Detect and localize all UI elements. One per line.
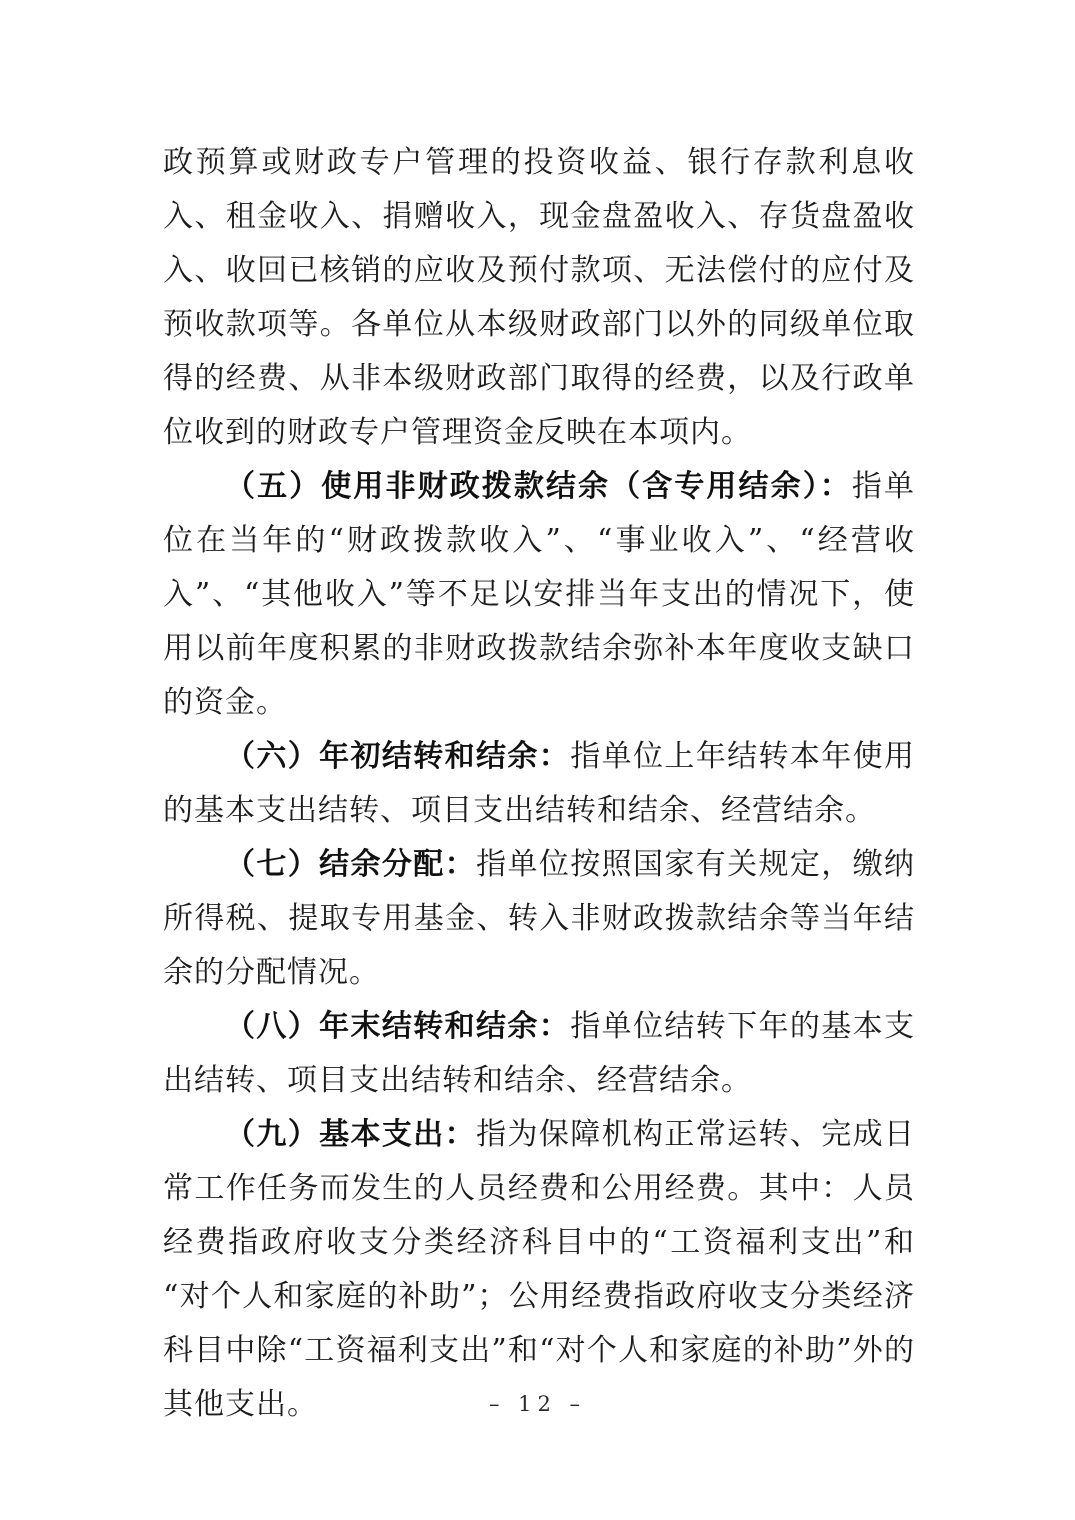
- paragraph-item-9: [163, 1108, 915, 1432]
- paragraph-lead: （七）结余分配：: [225, 847, 477, 882]
- page-footer: [0, 1392, 1075, 1416]
- paragraph-item-6: [163, 730, 915, 838]
- paragraph-lead: （九）基本支出：: [225, 1117, 477, 1152]
- paragraph-text: 指单位结转下年的基本支出结转、项目支出结转和结余、经营结余。: [163, 1009, 916, 1098]
- paragraph-text: 政预算或财政专户管理的投资收益、银行存款利息收入、租金收入、捐赠收入，现金盘盈收入、存货盘盈收入、收回已核销的应收及预付款项、无法偿付的应付及预收款项等。各单位从本级财政部门以外的同级单位取得的经费、从非本级财政部门取得的经费，以及行政单位收到的财政专户管理资金反映在本项内。: [163, 145, 915, 450]
- paragraph-text: 指单位上年结转本年使用的基本支出结转、项目支出结转和结余、经营结余。: [163, 739, 916, 828]
- paragraph-text: 指为保障机构正常运转、完成日常工作任务而发生的人员经费和公用经费。其中：人员经费指政府收支分类经济科目中的“工资福利支出”和“对个人和家庭的补助”；公用经费指政府收支分类经济科目中除“工资福利支出”和“对个人和家庭的补助”外的其他支出。: [163, 1117, 916, 1422]
- paragraph-continuation: [163, 136, 915, 460]
- paragraph-item-7: [163, 838, 915, 1000]
- paragraph-text: 指单位在当年的“财政拨款收入”、“事业收入”、“经营收入”、“其他收入”等不足以安排当年支出的情况下，使用以前年度积累的非财政拨款结余弥补本年度收支缺口的资金。: [163, 469, 916, 720]
- paragraph-text: 指单位按照国家有关规定，缴纳所得税、提取专用基金、转入非财政拨款结余等当年结余的分配情况。: [163, 847, 916, 990]
- document-body: [163, 136, 915, 1432]
- paragraph-lead: （六）年初结转和结余：: [225, 739, 571, 774]
- paragraph-lead: （五）使用非财政拨款结余（含专用结余）：: [225, 469, 852, 504]
- paragraph-lead: （八）年末结转和结余：: [225, 1009, 571, 1044]
- paragraph-item-5: [163, 460, 915, 730]
- page-number: – 12 –: [488, 1392, 587, 1416]
- paragraph-item-8: [163, 1000, 915, 1108]
